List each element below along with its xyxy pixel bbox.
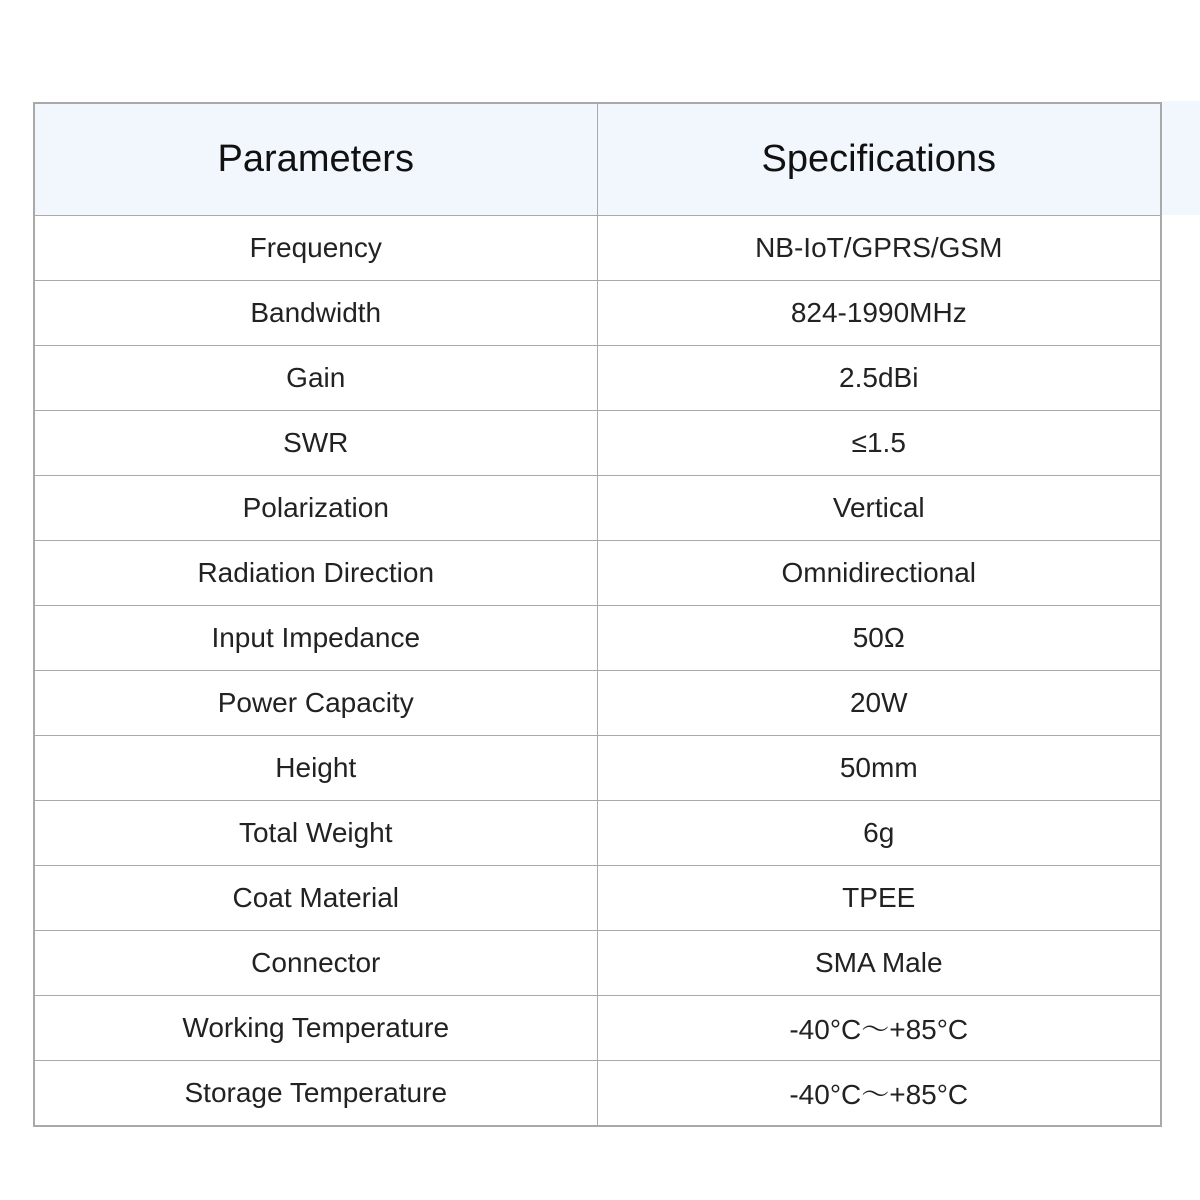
table-row: [34, 931, 1161, 996]
specification-cell: 824-1990MHz: [597, 281, 1161, 346]
table-row: [34, 801, 1161, 866]
parameter-cell: Storage Temperature: [34, 1061, 597, 1127]
table-row: [34, 476, 1161, 541]
specification-cell: TPEE: [597, 866, 1161, 931]
parameter-cell: Radiation Direction: [34, 541, 597, 606]
parameter-cell: Frequency: [34, 216, 597, 281]
parameter-cell: Height: [34, 736, 597, 801]
parameter-cell: Power Capacity: [34, 671, 597, 736]
table-row: [34, 606, 1161, 671]
specification-cell: 6g: [597, 801, 1161, 866]
specification-cell: SMA Male: [597, 931, 1161, 996]
spec-table: [33, 102, 1162, 1127]
specification-cell: NB-IoT/GPRS/GSM: [597, 216, 1161, 281]
parameter-cell: Total Weight: [34, 801, 597, 866]
parameter-cell: Working Temperature: [34, 996, 597, 1061]
table-row: [34, 281, 1161, 346]
specification-cell: 50mm: [597, 736, 1161, 801]
table-row: [34, 866, 1161, 931]
header-parameters: Parameters: [34, 103, 597, 216]
header-specifications: Specifications: [597, 103, 1161, 216]
specification-cell: 2.5dBi: [597, 346, 1161, 411]
parameter-cell: SWR: [34, 411, 597, 476]
table-row: [34, 671, 1161, 736]
specification-cell: -40°C～+85°C: [597, 996, 1161, 1061]
table-row: [34, 996, 1161, 1061]
table-row: [34, 736, 1161, 801]
parameter-cell: Bandwidth: [34, 281, 597, 346]
specification-cell: -40°C～+85°C: [597, 1061, 1161, 1127]
table-row: [34, 541, 1161, 606]
table-row: [34, 1061, 1161, 1127]
specification-cell: 50Ω: [597, 606, 1161, 671]
parameter-cell: Gain: [34, 346, 597, 411]
parameter-cell: Polarization: [34, 476, 597, 541]
parameter-cell: Input Impedance: [34, 606, 597, 671]
header-side-strip: [1162, 101, 1200, 215]
table-row: [34, 346, 1161, 411]
parameter-cell: Connector: [34, 931, 597, 996]
table-row: [34, 216, 1161, 281]
table-header-row: [34, 103, 1161, 216]
specification-cell: Vertical: [597, 476, 1161, 541]
specification-cell: Omnidirectional: [597, 541, 1161, 606]
parameter-cell: Coat Material: [34, 866, 597, 931]
table-row: [34, 411, 1161, 476]
specification-cell: ≤1.5: [597, 411, 1161, 476]
specification-cell: 20W: [597, 671, 1161, 736]
